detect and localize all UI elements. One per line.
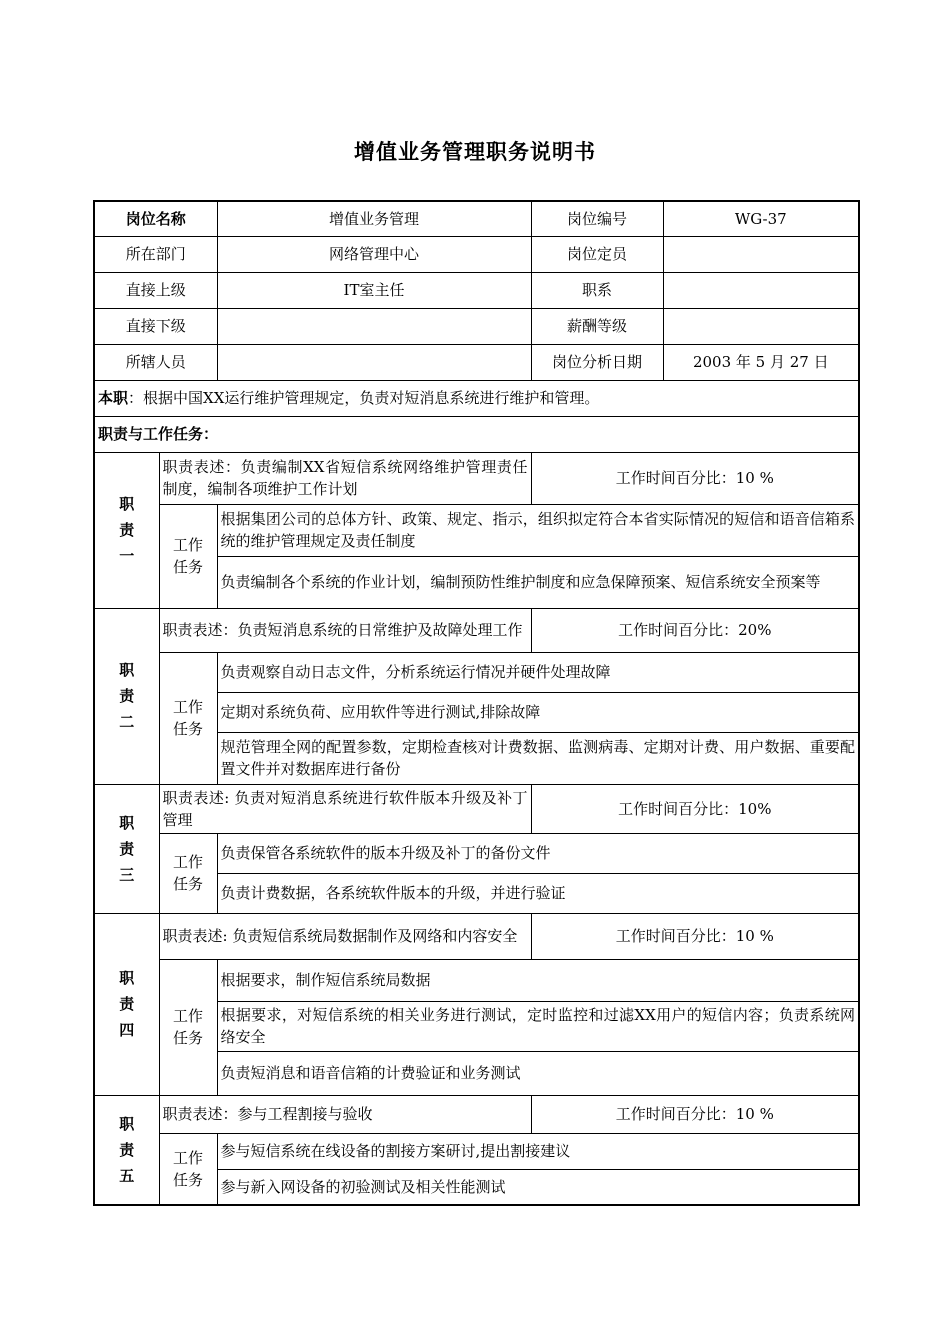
duty-4-task-label: 工作 任务 <box>159 959 217 1095</box>
duty-3-label: 职 责 三 <box>94 784 159 913</box>
duty-3-task-1: 负责保管各系统软件的版本升级及补丁的备份文件 <box>217 833 859 873</box>
post-name-value: 增值业务管理 <box>217 201 531 236</box>
duty-5-task-label: 工作 任务 <box>159 1133 217 1205</box>
analysis-date-value: 2003 年 5 月 27 日 <box>663 344 859 380</box>
duties-heading: 职责与工作任务： <box>94 416 859 452</box>
duty-1-percent: 工作时间百分比：10 % <box>531 452 859 504</box>
series-value <box>663 272 859 308</box>
duty-2-percent: 工作时间百分比：20% <box>531 608 859 652</box>
duty-4-label: 职 责 四 <box>94 913 159 1095</box>
duty-5-task-2: 参与新入网设备的初验测试及相关性能测试 <box>217 1169 859 1205</box>
subordinate-value <box>217 308 531 344</box>
duty-3-task-label: 工作 任务 <box>159 833 217 913</box>
salary-label: 薪酬等级 <box>531 308 663 344</box>
main-duty-label: 本职 <box>98 389 129 407</box>
duty-4-percent: 工作时间百分比：10 % <box>531 913 859 959</box>
duty-1-label: 职 责 一 <box>94 452 159 608</box>
duty-4-task-2: 根据要求，对短信系统的相关业务进行测试，定时监控和过滤XX用户的短信内容；负责系统网络安全 <box>217 1001 859 1051</box>
staff-value <box>217 344 531 380</box>
duty-1-task-1: 根据集团公司的总体方针、政策、规定、指示，组织拟定符合本省实际情况的短信和语音信箱系统的维护管理规定及责任制度 <box>217 504 859 556</box>
duty-1-statement: 职责表述：负责编制XX省短信系统网络维护管理责任制度，编制各项维护工作计划 <box>159 452 531 504</box>
duty-4-statement: 职责表述: 负责短信系统局数据制作及网络和内容安全 <box>159 913 531 959</box>
series-label: 职系 <box>531 272 663 308</box>
superior-label: 直接上级 <box>94 272 217 308</box>
duty-2-task-3: 规范管理全网的配置参数，定期检查核对计费数据、监测病毒、定期对计费、用户数据、重要配置文件并对数据库进行备份 <box>217 732 859 784</box>
post-name-label: 岗位名称 <box>94 201 217 236</box>
duty-5-task-1: 参与短信系统在线设备的割接方案研讨,提出割接建议 <box>217 1133 859 1169</box>
dept-label: 所在部门 <box>94 236 217 272</box>
duty-5-percent: 工作时间百分比：10 % <box>531 1095 859 1133</box>
duty-4-task-1: 根据要求，制作短信系统局数据 <box>217 959 859 1001</box>
quota-value <box>663 236 859 272</box>
duty-3-task-2: 负责计费数据，各系统软件版本的升级，并进行验证 <box>217 873 859 913</box>
page-title: 增值业务管理职务说明书 <box>354 140 596 164</box>
duty-1-task-2: 负责编制各个系统的作业计划，编制预防性维护制度和应急保障预案、短信系统安全预案等 <box>217 556 859 608</box>
duty-4-task-3: 负责短消息和语音信箱的计费验证和业务测试 <box>217 1051 859 1095</box>
duty-2-task-1: 负责观察自动日志文件，分析系统运行情况并硬件处理故障 <box>217 652 859 692</box>
subordinate-label: 直接下级 <box>94 308 217 344</box>
job-description-table <box>93 200 860 1206</box>
duty-2-task-label: 工作 任务 <box>159 652 217 784</box>
dept-value: 网络管理中心 <box>217 236 531 272</box>
post-code-value: WG-37 <box>663 201 859 236</box>
duty-2-task-2: 定期对系统负荷、应用软件等进行测试,排除故障 <box>217 692 859 732</box>
duty-5-label: 职 责 五 <box>94 1095 159 1205</box>
staff-label: 所辖人员 <box>94 344 217 380</box>
salary-value <box>663 308 859 344</box>
duty-3-percent: 工作时间百分比：10% <box>531 784 859 833</box>
duty-3-statement: 职责表述: 负责对短消息系统进行软件版本升级及补丁管理 <box>159 784 531 833</box>
main-duty-text: ：根据中国XX运行维护管理规定，负责对短消息系统进行维护和管理。 <box>128 389 600 407</box>
quota-label: 岗位定员 <box>531 236 663 272</box>
duty-2-label: 职 责 二 <box>94 608 159 784</box>
superior-value: IT室主任 <box>217 272 531 308</box>
main-duty <box>94 380 859 416</box>
duty-5-statement: 职责表述：参与工程割接与验收 <box>159 1095 531 1133</box>
duty-1-task-label: 工作 任务 <box>159 504 217 608</box>
post-code-label: 岗位编号 <box>531 201 663 236</box>
duty-2-statement: 职责表述：负责短消息系统的日常维护及故障处理工作 <box>159 608 531 652</box>
analysis-date-label: 岗位分析日期 <box>531 344 663 380</box>
